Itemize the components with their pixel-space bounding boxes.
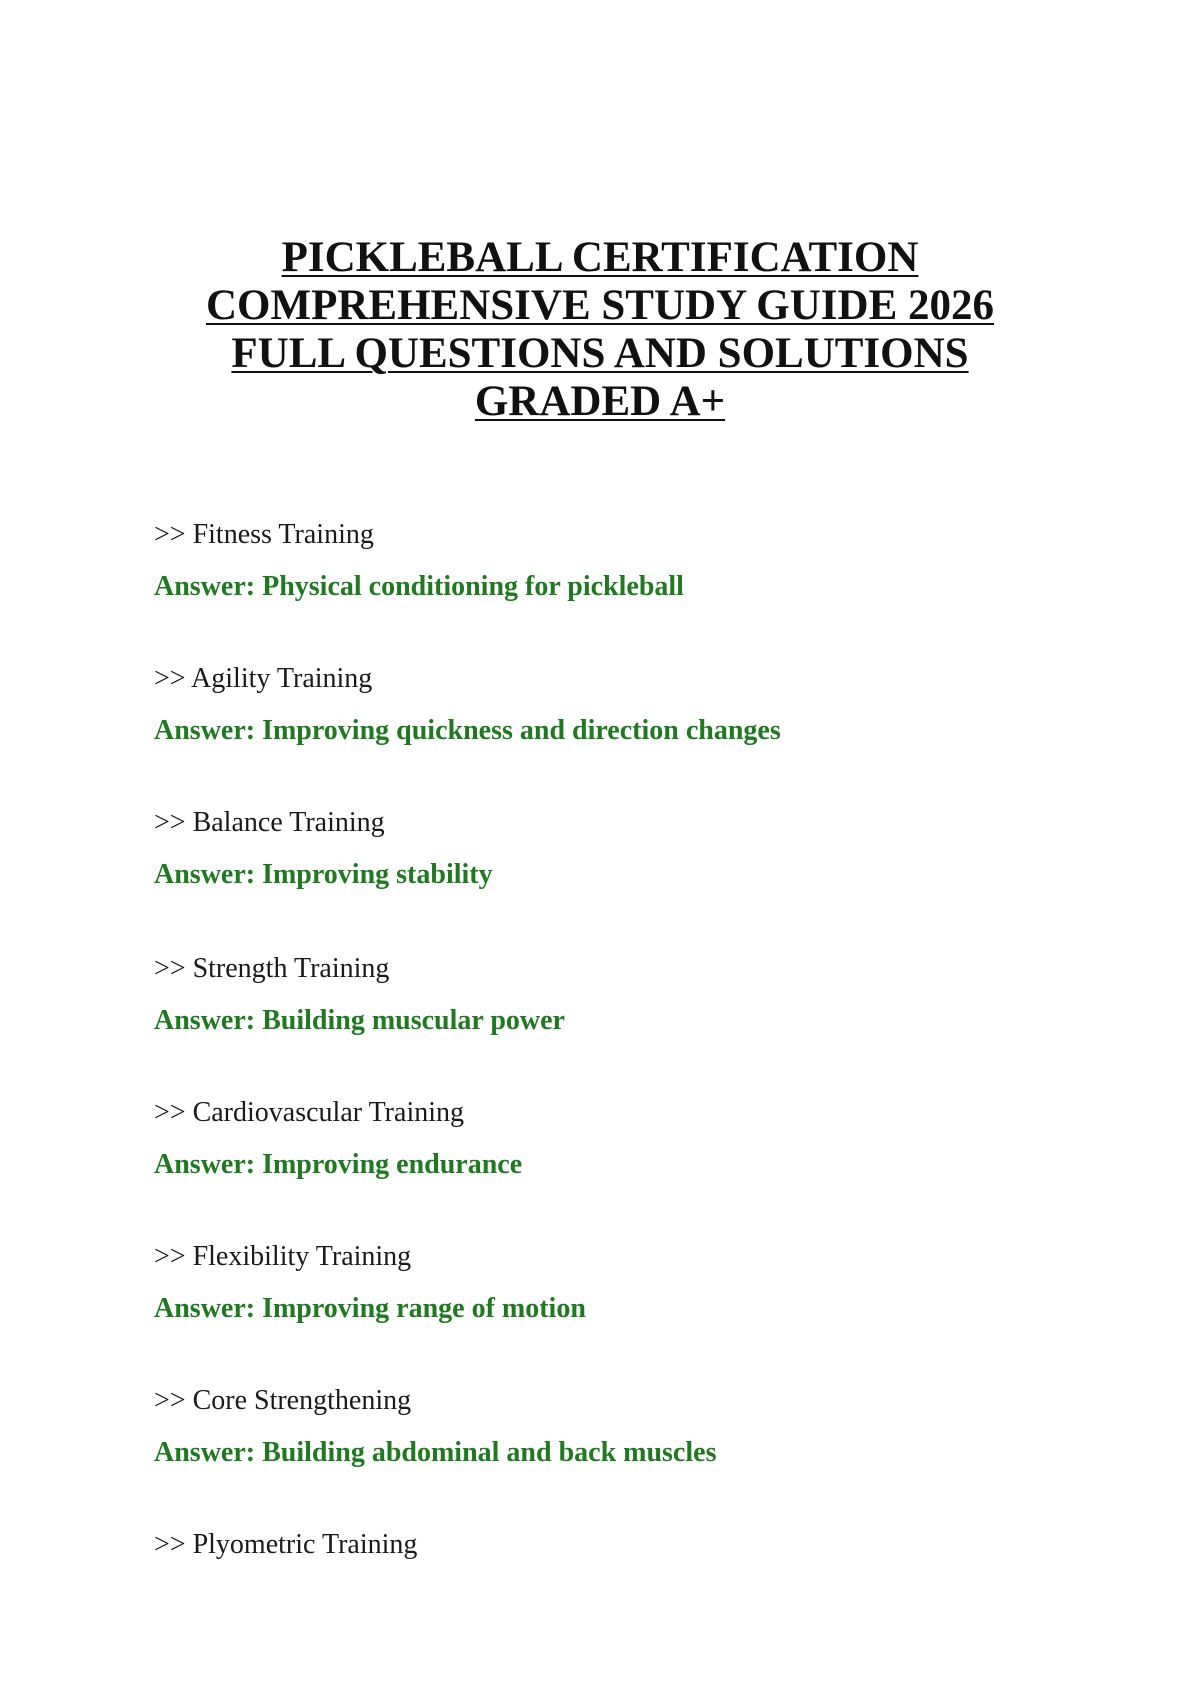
question-text: >> Fitness Training xyxy=(154,519,374,550)
answer-text: Answer: Improving endurance xyxy=(154,1149,523,1180)
title-line: COMPREHENSIVE STUDY GUIDE 2026 xyxy=(205,282,995,329)
qa-item xyxy=(154,1384,1154,1470)
question-text: >> Strength Training xyxy=(154,953,390,984)
qa-item xyxy=(154,1096,1154,1182)
qa-item xyxy=(154,662,1154,748)
qa-item xyxy=(154,952,1154,1038)
answer-text: Answer: Building abdominal and back muscles xyxy=(154,1437,717,1468)
answer-text: Answer: Improving range of motion xyxy=(154,1293,586,1324)
document-title xyxy=(0,234,1200,426)
answer-text: Answer: Improving stability xyxy=(154,859,493,890)
question-text: >> Cardiovascular Training xyxy=(154,1097,464,1128)
question-text: >> Core Strengthening xyxy=(154,1385,412,1416)
title-line: PICKLEBALL CERTIFICATION xyxy=(281,234,919,281)
question-text: >> Balance Training xyxy=(154,807,385,838)
answer-text: Answer: Building muscular power xyxy=(154,1005,565,1036)
answer-text: Answer: Improving quickness and direction changes xyxy=(154,715,781,746)
answer-text: Answer: Physical conditioning for pickleball xyxy=(154,571,684,602)
qa-item xyxy=(154,1240,1154,1326)
title-line: FULL QUESTIONS AND SOLUTIONS xyxy=(231,330,969,377)
qa-item xyxy=(154,1528,1154,1562)
question-text: >> Flexibility Training xyxy=(154,1241,412,1272)
qa-item xyxy=(154,518,1154,604)
title-line: GRADED A+ xyxy=(474,378,726,425)
qa-item xyxy=(154,806,1154,892)
question-text: >> Plyometric Training xyxy=(154,1529,418,1560)
question-text: >> Agility Training xyxy=(154,663,373,694)
